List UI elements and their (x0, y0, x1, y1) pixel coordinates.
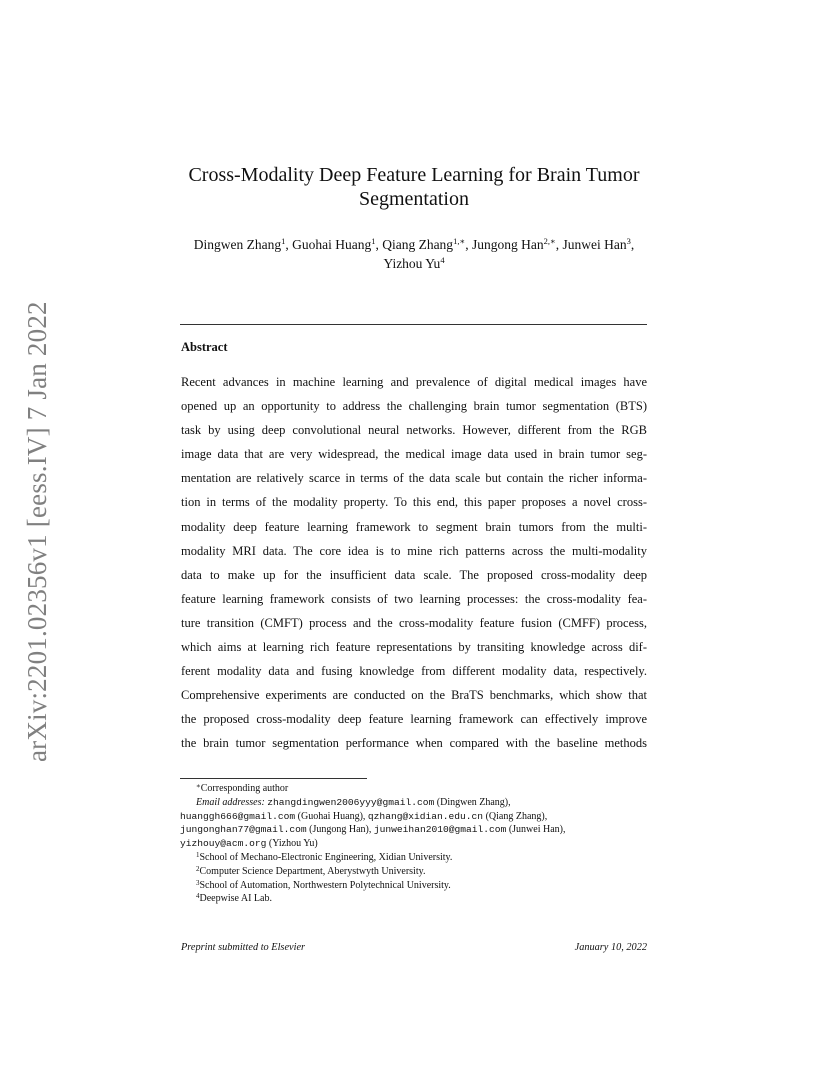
preprint-date: January 10, 2022 (574, 942, 647, 953)
author-affiliation-mark: 1 (281, 236, 286, 246)
corresponding-author-note (180, 782, 650, 796)
author-name: Jungong Han (471, 237, 544, 252)
email-line-3 (180, 823, 650, 837)
footnote-mark: 1 (196, 850, 200, 859)
abstract-top-rule (180, 324, 647, 325)
email-owner: (Dingwen Zhang), (434, 796, 511, 808)
email-link[interactable]: jungonghan77@gmail.com (180, 824, 307, 836)
abstract-body (181, 370, 647, 756)
footnote-rule (180, 778, 367, 779)
abstract-heading: Abstract (181, 340, 228, 354)
abstract-line: modality MRI data. The core idea is to mine rich patterns across the multi-modality (181, 543, 647, 558)
abstract-line: the brain tumor segmentation performance when compared with the baseline methods (181, 736, 647, 751)
author-name: Guohai Huang (292, 237, 372, 252)
abstract-line: Recent advances in machine learning and prevalence of digital medical images have (181, 375, 647, 389)
footnote-mark: 4 (196, 892, 200, 901)
paper-title (150, 163, 678, 211)
affiliation-1 (180, 851, 650, 865)
abstract-line: modality deep feature learning framework to segment brain tumors from the multi- (181, 519, 647, 534)
email-link[interactable]: huanggh666@gmail.com (180, 810, 296, 822)
email-line-2 (180, 810, 650, 824)
abstract-line: mentation are relatively scarce in terms of the data scale but contain the richer informa- (181, 471, 647, 486)
abstract-line: opened up an opportunity to address the challenging brain tumor segmentation (BTS) (181, 399, 647, 414)
abstract-line: data to make up for the insufficient data scale. The proposed cross-modality deep (181, 567, 647, 582)
email-link[interactable]: yizhouy@acm.org (180, 838, 267, 850)
affiliation-2 (180, 865, 650, 879)
arxiv-identifier-stamp: arXiv:2201.02356v1 [eess.IV] 7 Jan 2022 (22, 301, 52, 762)
abstract-line: ferent modality data and fusing knowledge from different modality data, respectively. (181, 664, 647, 679)
author-name: Qiang Zhang (382, 237, 454, 252)
author-list (150, 235, 678, 273)
footnote-mark: 3 (196, 878, 200, 887)
email-link[interactable]: zhangdingwen2006yyy@gmail.com (267, 796, 435, 808)
affiliation-text: School of Mechano-Electronic Engineering, Xidian University. (199, 851, 453, 863)
affiliation-3 (180, 879, 650, 893)
abstract-line: which aims at learning rich feature representations by transiting knowledge across dif- (181, 640, 647, 655)
affiliation-text: School of Automation, Northwestern Polytechnical University. (199, 879, 451, 891)
author-name: Yizhou Yu (383, 256, 441, 271)
author-name: Dingwen Zhang (193, 237, 282, 252)
email-link[interactable]: qzhang@xidian.edu.cn (367, 810, 484, 822)
abstract-line: ture transition (CMFT) process and the cross-modality feature fusion (CMFF) process, (181, 615, 647, 630)
email-owner: (Junwei Han), (506, 824, 566, 836)
affiliation-text: Deepwise AI Lab. (199, 893, 272, 905)
email-owner: (Qiang Zhang), (483, 810, 548, 822)
email-owner: (Guohai Huang), (295, 810, 368, 822)
email-label: Email addresses: (196, 796, 265, 808)
author-affiliation-mark: 1,∗ (453, 236, 466, 246)
author-affiliation-mark: 1 (371, 236, 376, 246)
author-affiliation-mark: 3 (626, 236, 631, 246)
abstract-line: task by using deep convolutional neural networks. However, different from the RGB (181, 423, 647, 438)
author-line-1: Dingwen Zhang$^1$, Guohai Huang$^1$, Qiang Zhang$^{1,∗}$, Jungong Han$^{2,∗}$, Junwei Han$^3$, (193, 236, 635, 252)
abstract-line: image data that are very widespread, the medical image data used in brain tumor seg- (181, 447, 647, 462)
author-line-2 (150, 254, 678, 273)
author-affiliation-mark: 2,∗ (543, 236, 556, 246)
author-name: Junwei Han (562, 237, 627, 252)
title-line-1: Cross-Modality Deep Feature Learning for Brain Tumor (188, 164, 640, 186)
email-link[interactable]: junweihan2010@gmail.com (373, 824, 507, 836)
email-owner: (Yizhou Yu) (266, 838, 318, 850)
email-line-1 (180, 796, 650, 810)
preprint-notice: Preprint submitted to Elsevier (181, 942, 306, 953)
corresponding-author-text: Corresponding author (200, 783, 289, 794)
affiliation-text: Computer Science Department, Aberystwyth University. (199, 865, 426, 877)
email-owner: (Jungong Han), (306, 824, 374, 836)
footnote-mark: 2 (196, 864, 200, 873)
abstract-line: the proposed cross-modality deep feature learning framework can effectively improve (181, 712, 647, 727)
footnote-mark: ∗ (196, 782, 201, 790)
email-line-4 (180, 837, 650, 851)
affiliation-4 (180, 892, 650, 906)
footnotes (180, 782, 650, 906)
abstract-line: tion in terms of the modality property. To this end, this paper proposes a novel cross- (181, 495, 647, 510)
abstract-line: Comprehensive experiments are conducted on the BraTS benchmarks, which show that (181, 688, 647, 703)
title-line-2: Segmentation (359, 188, 469, 210)
abstract-line: feature learning framework consists of two learning processes: the cross-modality fea- (181, 591, 647, 606)
author-affiliation-mark: 4 (440, 255, 445, 265)
